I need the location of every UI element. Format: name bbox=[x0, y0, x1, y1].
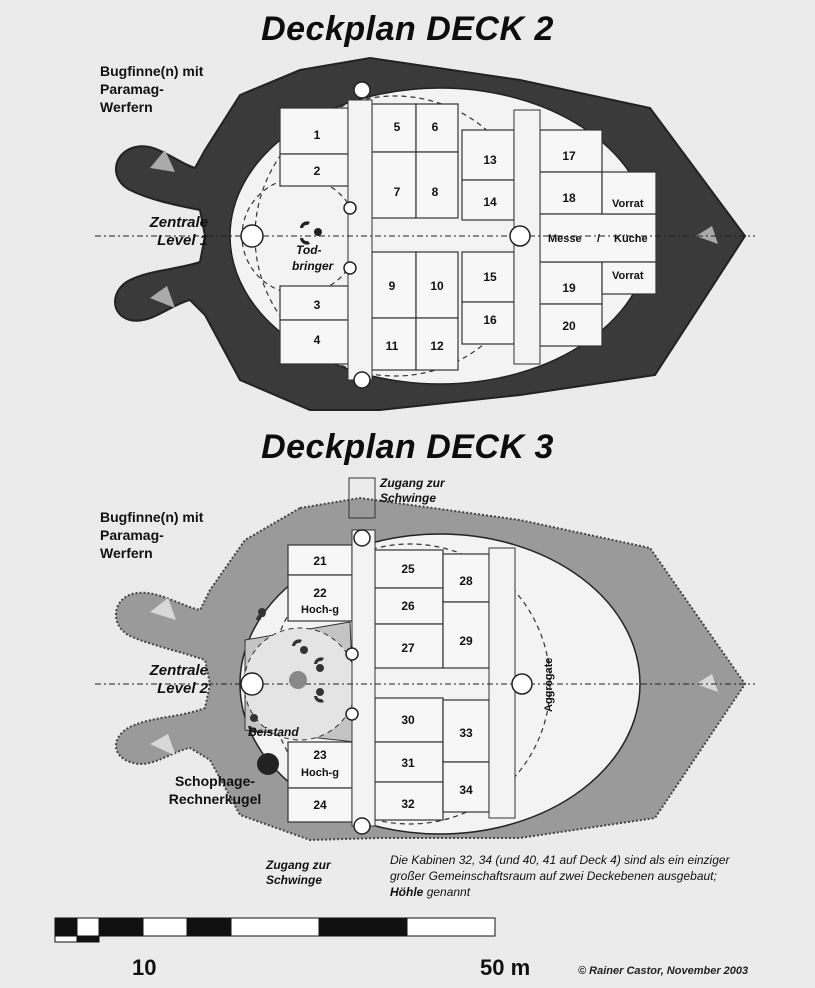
messe-label: Messe bbox=[548, 233, 582, 245]
cabin-note-bold: Höhle bbox=[390, 885, 424, 899]
kueche-label: Küche bbox=[614, 233, 648, 245]
cabin-note-text: Die Kabinen 32, 34 (und 40, 41 auf Deck 4) sind als ein einziger großer Gemeinschaftsraum auf zwei Deckebenen ausgebaut; bbox=[390, 853, 730, 883]
todbringer-line1: Tod- bbox=[296, 243, 322, 257]
hochg-lower-label: Hoch-g bbox=[301, 767, 339, 779]
scale-right-label: 50 m bbox=[480, 955, 531, 980]
deck3-zentrale-line1: Zentrale bbox=[149, 662, 208, 679]
messe-separator: / bbox=[597, 233, 601, 245]
cabin-25: 25 bbox=[401, 562, 415, 576]
cabin-16: 16 bbox=[483, 313, 497, 327]
cabin-4: 4 bbox=[313, 333, 321, 347]
vorrat-upper-label: Vorrat bbox=[612, 198, 644, 210]
cabin-21: 21 bbox=[313, 554, 327, 568]
todbringer-line2: bringer bbox=[292, 259, 334, 273]
deck3-zugang-bottom-label bbox=[266, 858, 331, 888]
vorrat-lower-label: Vorrat bbox=[612, 270, 644, 282]
deck3-bugfinne-line2: Paramag- bbox=[100, 527, 164, 543]
deck2-bugfinne-label bbox=[100, 62, 203, 116]
hochg-upper-label: Hoch-g bbox=[301, 604, 339, 616]
deck3-corridor-v bbox=[352, 530, 375, 826]
cabin-30: 30 bbox=[401, 713, 415, 727]
cabin-15: 15 bbox=[483, 270, 497, 284]
cabin-2: 2 bbox=[313, 164, 321, 178]
scale-left-label: 10 bbox=[132, 955, 157, 980]
beistand-label: Beistand bbox=[248, 725, 299, 739]
deck3-corridor-v2 bbox=[489, 548, 515, 818]
cabin-29: 29 bbox=[459, 634, 473, 648]
cabin-22: 22 bbox=[313, 586, 327, 600]
cabin-19: 19 bbox=[562, 281, 576, 295]
zugang-top-line2: Schwinge bbox=[380, 491, 437, 505]
cabin-27: 27 bbox=[401, 641, 415, 655]
copyright: © Rainer Castor, November 2003 bbox=[578, 965, 749, 977]
cabin-20: 20 bbox=[562, 319, 576, 333]
cabin-7: 7 bbox=[393, 185, 401, 199]
cabin-26: 26 bbox=[401, 599, 415, 613]
cabin-note bbox=[390, 852, 750, 900]
cabin-18: 18 bbox=[562, 191, 576, 205]
cabin-31: 31 bbox=[401, 756, 415, 770]
zugang-bottom-line2: Schwinge bbox=[266, 873, 323, 887]
deck2-bugfinne-line1: Bugfinne(n) mit bbox=[100, 63, 204, 79]
deck2-title: Deckplan DECK 2 bbox=[261, 10, 554, 48]
cabin-note-tail: genannt bbox=[426, 885, 471, 899]
cabin-10: 10 bbox=[430, 279, 444, 293]
deck3-title: Deckplan DECK 3 bbox=[261, 428, 554, 466]
cabin-24: 24 bbox=[313, 798, 327, 812]
cabin-12: 12 bbox=[430, 339, 444, 353]
cabin-23: 23 bbox=[313, 748, 327, 762]
zugang-bottom-line1: Zugang zur bbox=[266, 858, 331, 872]
cabin-14: 14 bbox=[483, 195, 497, 209]
deck3-zentrale-label bbox=[124, 662, 208, 698]
deck3-rechnerkugel-label bbox=[140, 772, 290, 808]
cabin-32: 32 bbox=[401, 797, 415, 811]
deck3-zugang-top-label bbox=[380, 476, 445, 506]
deck2-zentrale-line2: Level 1 bbox=[157, 232, 208, 249]
deck3-bugfinne-line3: Werfern bbox=[100, 545, 153, 561]
cabin-5: 5 bbox=[393, 120, 401, 134]
rechnerkugel-line1: Schophage- bbox=[174, 773, 256, 789]
cabin-17: 17 bbox=[562, 149, 576, 163]
deck3-bugfinne-line1: Bugfinne(n) mit bbox=[100, 509, 204, 525]
cabin-11: 11 bbox=[385, 339, 399, 353]
deck3-bugfinne-label bbox=[100, 508, 203, 562]
aggregate-label: Aggregate bbox=[543, 657, 555, 712]
cabin-9: 9 bbox=[388, 279, 396, 293]
cabin-8: 8 bbox=[431, 185, 439, 199]
deck2-zentrale-line1: Zentrale bbox=[149, 214, 208, 231]
deck2-bugfinne-line2: Paramag- bbox=[100, 81, 164, 97]
rechnerkugel-line2: Rechnerkugel bbox=[168, 791, 262, 807]
cabin-1: 1 bbox=[313, 128, 321, 142]
cabin-28: 28 bbox=[459, 574, 473, 588]
deck2-bugfinne-line3: Werfern bbox=[100, 99, 153, 115]
zugang-top-line1: Zugang zur bbox=[380, 476, 445, 490]
cabin-3: 3 bbox=[313, 298, 321, 312]
cabin-33: 33 bbox=[459, 726, 473, 740]
scale-bar bbox=[55, 918, 495, 942]
deck2-corridor-v bbox=[348, 100, 372, 380]
cabin-34: 34 bbox=[459, 783, 473, 797]
cabin-13: 13 bbox=[483, 153, 497, 167]
cabin-6: 6 bbox=[431, 120, 439, 134]
deck3-zentrale-line2: Level 2 bbox=[157, 680, 208, 697]
deck2-zentrale-label bbox=[124, 214, 208, 250]
